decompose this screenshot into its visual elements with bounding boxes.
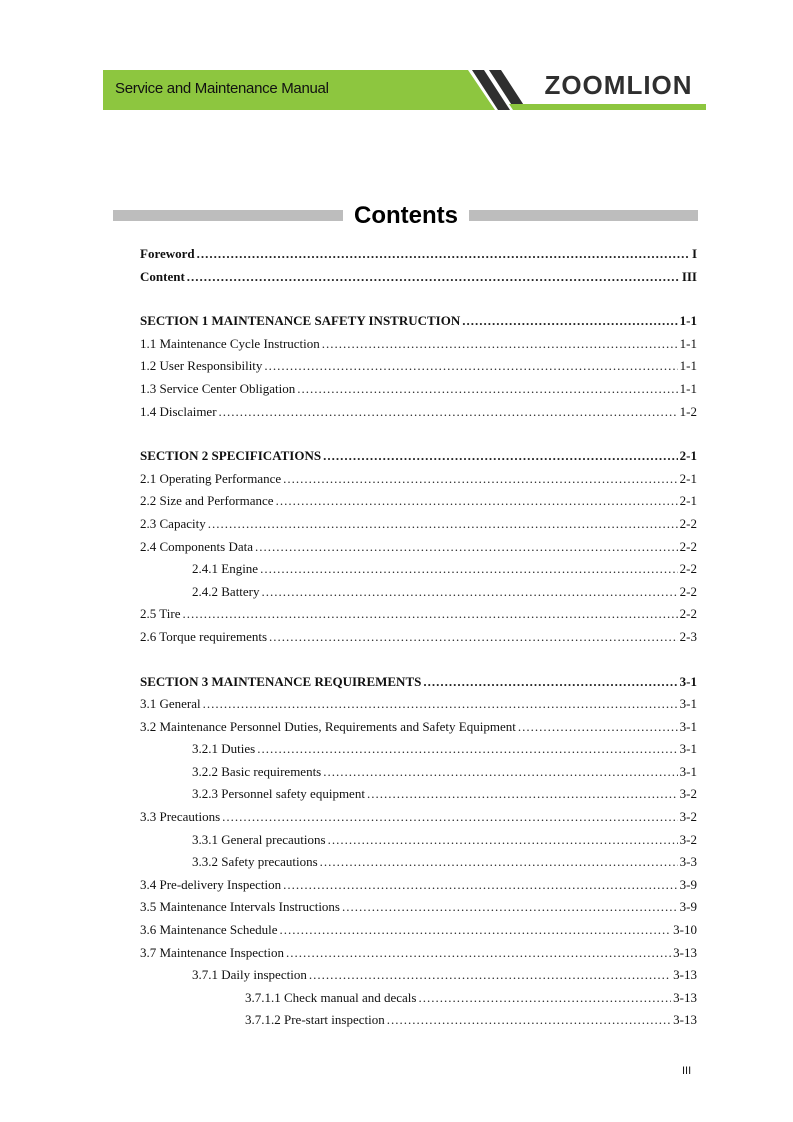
toc-dot-leader (269, 626, 678, 649)
toc-entry-label: 3.2 Maintenance Personnel Duties, Requirements and Safety Equipment (140, 718, 516, 734)
toc-entry-label: 3.2.2 Basic requirements (192, 763, 322, 779)
toc-entry-page: 1-1 (679, 358, 697, 374)
toc-dot-leader (423, 671, 677, 694)
heading-bar-right (469, 210, 698, 221)
toc-dot-leader (328, 829, 678, 852)
toc-entry-page: 3-2 (679, 809, 697, 825)
toc-dot-leader (197, 243, 690, 266)
toc-entry[interactable] (140, 468, 697, 491)
toc-entry[interactable] (140, 829, 697, 852)
toc-dot-leader (367, 783, 678, 806)
toc-dot-leader (323, 445, 678, 468)
toc-entry-label: 3.7.1.1 Check manual and decals (245, 989, 417, 1005)
toc-entry[interactable] (140, 761, 697, 784)
toc-dot-leader (320, 851, 678, 874)
toc-entry[interactable] (140, 851, 697, 874)
toc-entry-page: 3-13 (673, 1012, 697, 1028)
toc-entry-label: 2.4.1 Engine (192, 561, 259, 577)
toc-entry-page: 3-1 (679, 696, 697, 712)
toc-entry-label: 3.7.1.2 Pre-start inspection (245, 1012, 385, 1028)
toc-entry-label: 3.7 Maintenance Inspection (140, 944, 285, 960)
toc-dot-leader (518, 716, 678, 739)
toc-entry-label: 2.6 Torque requirements (140, 628, 268, 644)
toc-entry-label: Foreword (140, 246, 195, 261)
toc-entry-page: 1-1 (679, 335, 697, 351)
toc-entry-label: 1.2 User Responsibility (140, 358, 263, 374)
zoomlion-logo: ZOOMLION (544, 70, 693, 100)
toc-entry[interactable] (140, 401, 697, 424)
toc-entry-label: SECTION 3 MAINTENANCE REQUIREMENTS (140, 673, 422, 689)
toc-entry[interactable] (140, 243, 697, 266)
toc-entry-page: 3-1 (679, 763, 697, 779)
toc-entry-page: 2-2 (679, 561, 697, 577)
toc-entry[interactable] (140, 964, 697, 987)
toc-dot-leader (260, 558, 678, 581)
toc-dot-leader (309, 964, 671, 987)
toc-dot-leader (222, 806, 678, 829)
toc-entry-page: 2-2 (679, 606, 697, 622)
toc-entry[interactable] (140, 445, 697, 468)
toc-entry-page: 1-1 (679, 380, 697, 396)
toc-entry[interactable] (140, 896, 697, 919)
manual-title: Service and Maintenance Manual (115, 80, 329, 97)
toc-entry[interactable] (140, 806, 697, 829)
toc-dot-leader (280, 919, 672, 942)
toc-entry[interactable] (140, 919, 697, 942)
toc-dot-leader (323, 761, 677, 784)
toc-entry-label: 2.4.2 Battery (192, 583, 260, 599)
toc-entry[interactable] (140, 874, 697, 897)
toc-entry[interactable] (140, 333, 697, 356)
toc-entry-page: 3-3 (679, 854, 697, 870)
toc-entry-page: 3-1 (679, 673, 697, 689)
header-green-underline (509, 104, 706, 110)
toc-entry-label: 2.1 Operating Performance (140, 470, 282, 486)
toc-entry-label: 1.4 Disclaimer (140, 403, 217, 419)
heading-bar-left (113, 210, 343, 221)
toc-entry-label: 3.2.1 Duties (192, 741, 256, 757)
toc-entry-label: 3.3.2 Safety precautions (192, 854, 318, 870)
toc-dot-leader (387, 1009, 671, 1032)
toc-entry-page: 3-2 (679, 786, 697, 802)
toc-entry-page: 3-9 (679, 876, 697, 892)
toc-dot-leader (264, 355, 677, 378)
toc-entry[interactable] (140, 581, 697, 604)
toc-dot-leader (257, 738, 677, 761)
toc-entry-label: 2.2 Size and Performance (140, 493, 274, 509)
toc-entry-page: 2-1 (679, 448, 697, 464)
toc-entry[interactable] (140, 266, 697, 289)
toc-entry-label: 2.3 Capacity (140, 515, 206, 531)
contents-heading (113, 200, 698, 232)
toc-dot-leader (286, 942, 671, 965)
toc-dot-leader (255, 536, 678, 559)
toc-dot-leader (182, 603, 677, 626)
toc-entry-label: 3.5 Maintenance Intervals Instructions (140, 899, 340, 915)
toc-entry-page: I (691, 246, 697, 261)
toc-entry-page: 3-2 (679, 831, 697, 847)
toc-entry-page: 3-1 (679, 741, 697, 757)
toc-entry-label: 3.3.1 General precautions (192, 831, 326, 847)
toc-entry[interactable] (140, 558, 697, 581)
toc-entry[interactable] (140, 942, 697, 965)
toc-entry-label: Content (140, 268, 185, 284)
toc-dot-leader (283, 874, 678, 897)
toc-dot-leader (187, 266, 680, 289)
toc-entry-page: 3-9 (679, 899, 697, 915)
toc-dot-leader (297, 378, 677, 401)
toc-entry-label: 3.6 Maintenance Schedule (140, 922, 278, 938)
toc-dot-leader (322, 333, 678, 356)
toc-entry[interactable] (140, 378, 697, 401)
toc-entry-page: 3-13 (673, 967, 697, 983)
toc-dot-leader (203, 693, 678, 716)
toc-entry-label: SECTION 1 MAINTENANCE SAFETY INSTRUCTION (140, 313, 461, 329)
toc-entry-label: 3.2.3 Personnel safety equipment (192, 786, 365, 802)
toc-entry-page: III (681, 268, 697, 284)
toc-entry[interactable] (140, 987, 697, 1010)
toc-entry[interactable] (140, 626, 697, 649)
toc-entry-page: 3-13 (673, 944, 697, 960)
toc-entry-label: 3.1 General (140, 696, 201, 712)
toc-entry-page: 1-2 (679, 403, 697, 419)
toc-entry-page: 2-2 (679, 583, 697, 599)
toc-entry-page: 1-1 (679, 313, 697, 329)
toc-entry[interactable] (140, 783, 697, 806)
toc-entry-page: 2-1 (679, 493, 697, 509)
toc-entry[interactable] (140, 536, 697, 559)
toc-entry-label: 3.4 Pre-delivery Inspection (140, 876, 282, 892)
toc-dot-leader (276, 490, 678, 513)
table-of-contents (140, 243, 697, 1032)
toc-entry-page: 3-13 (673, 989, 697, 1005)
toc-entry[interactable] (140, 1009, 697, 1032)
toc-entry-page: 3-10 (673, 922, 697, 938)
toc-entry[interactable] (140, 355, 697, 378)
toc-entry-label: SECTION 2 SPECIFICATIONS (140, 448, 322, 464)
toc-entry-label: 1.1 Maintenance Cycle Instruction (140, 335, 320, 351)
toc-entry[interactable] (140, 490, 697, 513)
toc-dot-leader (262, 581, 678, 604)
toc-dot-leader (208, 513, 678, 536)
toc-entry[interactable] (140, 738, 697, 761)
toc-entry[interactable] (140, 671, 697, 694)
toc-entry[interactable] (140, 310, 697, 333)
toc-dot-leader (342, 896, 678, 919)
toc-entry-page: 2-1 (679, 470, 697, 486)
toc-dot-leader (462, 310, 677, 333)
toc-entry-page: 2-2 (679, 538, 697, 554)
toc-entry-label: 2.5 Tire (140, 606, 181, 622)
toc-dot-leader (219, 401, 678, 424)
toc-entry-label: 3.3 Precautions (140, 809, 221, 825)
toc-entry-label: 2.4 Components Data (140, 538, 254, 554)
toc-entry[interactable] (140, 603, 697, 626)
toc-entry-label: 3.7.1 Daily inspection (192, 967, 307, 983)
contents-title: Contents (354, 202, 458, 229)
toc-entry-label: 1.3 Service Center Obligation (140, 380, 296, 396)
page-number: III (682, 1065, 692, 1077)
page-header (103, 70, 706, 110)
toc-entry[interactable] (140, 693, 697, 716)
toc-entry-page: 2-2 (679, 515, 697, 531)
toc-dot-leader (418, 987, 671, 1010)
toc-entry-page: 2-3 (679, 628, 697, 644)
toc-entry[interactable] (140, 716, 697, 739)
toc-entry-page: 3-1 (679, 718, 697, 734)
toc-entry[interactable] (140, 513, 697, 536)
toc-dot-leader (283, 468, 678, 491)
